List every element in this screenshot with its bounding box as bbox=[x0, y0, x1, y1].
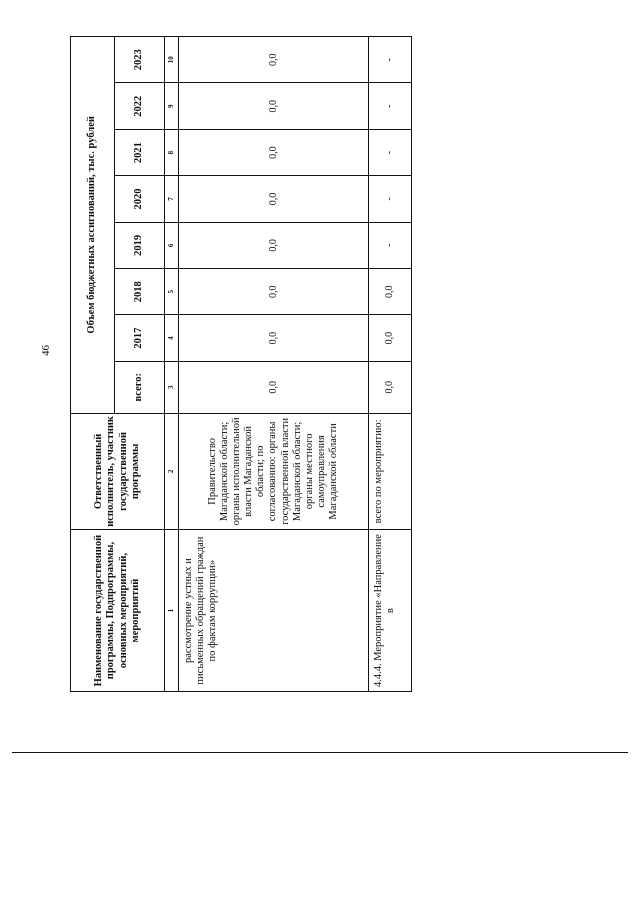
index-row bbox=[165, 37, 179, 692]
row-responsible: всего по мероприятию: bbox=[369, 413, 412, 530]
value-cell: 0,0 bbox=[179, 361, 369, 413]
value-cell: - bbox=[369, 37, 412, 84]
table-row bbox=[179, 37, 369, 692]
index-cell: 10 bbox=[165, 37, 179, 84]
header-budget-group: Объем бюджетных ассигнований, тыс. рублей bbox=[71, 37, 115, 414]
index-cell: 4 bbox=[165, 315, 179, 361]
index-cell: 2 bbox=[165, 413, 179, 530]
value-cell: 0,0 bbox=[179, 37, 369, 84]
page-number: 46 bbox=[40, 345, 52, 356]
index-cell: 9 bbox=[165, 83, 179, 129]
value-cell: 0,0 bbox=[179, 269, 369, 315]
value-cell: 0,0 bbox=[179, 83, 369, 129]
value-cell: - bbox=[369, 176, 412, 222]
budget-table bbox=[70, 36, 412, 692]
index-cell: 5 bbox=[165, 269, 179, 315]
index-cell: 7 bbox=[165, 176, 179, 222]
value-cell: - bbox=[369, 129, 412, 175]
index-cell: 8 bbox=[165, 129, 179, 175]
row-name: 4.4.4. Мероприятие «Направление в bbox=[369, 530, 412, 692]
page-divider-line bbox=[12, 752, 628, 753]
index-cell: 6 bbox=[165, 222, 179, 268]
value-cell: - bbox=[369, 222, 412, 268]
header-name: Наименование государственной программы, Подпрограммы, основных мероприятий, мероприятий bbox=[71, 530, 165, 692]
value-cell: 0,0 bbox=[179, 129, 369, 175]
value-cell: 0,0 bbox=[179, 176, 369, 222]
header-year: 2021 bbox=[115, 129, 165, 175]
header-year: 2022 bbox=[115, 83, 165, 129]
value-cell: 0,0 bbox=[369, 361, 412, 413]
table-row bbox=[369, 37, 412, 692]
header-year: 2019 bbox=[115, 222, 165, 268]
budget-table-rotated bbox=[70, 36, 412, 692]
header-year: 2017 bbox=[115, 315, 165, 361]
row-responsible: Правительство Магаданской области; органы исполнительной власти Магаданской области; по согласованию: органы государственной власти Магаданской области; органы местного самоуправления Магаданской области bbox=[179, 413, 369, 530]
header-year: 2023 bbox=[115, 37, 165, 84]
index-cell: 3 bbox=[165, 361, 179, 413]
index-cell: 1 bbox=[165, 530, 179, 692]
value-cell: 0,0 bbox=[179, 315, 369, 361]
header-responsible: Ответственный исполнитель, участник государственной программы bbox=[71, 413, 165, 530]
row-name: рассмотрение устных и письменных обращений граждан по фактам коррупции» bbox=[179, 530, 369, 692]
value-cell: 0,0 bbox=[369, 315, 412, 361]
value-cell: - bbox=[369, 83, 412, 129]
value-cell: 0,0 bbox=[369, 269, 412, 315]
header-year: 2020 bbox=[115, 176, 165, 222]
value-cell: 0,0 bbox=[179, 222, 369, 268]
header-year: 2018 bbox=[115, 269, 165, 315]
header-total: всего: bbox=[115, 361, 165, 413]
